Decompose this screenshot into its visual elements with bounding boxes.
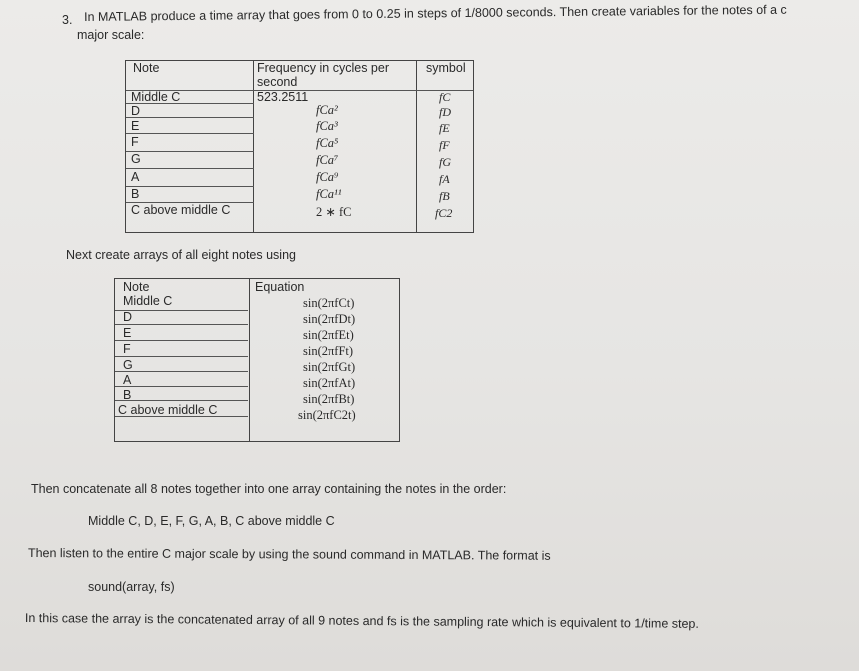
t2-note-3: F [123,342,131,356]
t2-eq-3: sin(2πfFt) [303,344,354,358]
t1-symbol-6: fB [439,189,450,203]
t1-symbol-7: fC2 [435,206,453,220]
t1-freq-6: fCa¹¹ [316,187,342,201]
concat-instruction: Then concatenate all 8 notes together into one array containing the notes in the order: [31,482,507,496]
note-order: Middle C, D, E, F, G, A, B, C above middle C [88,514,335,528]
t1-freq-4: fCa⁷ [316,153,339,167]
t1-note-6: B [131,187,140,201]
t1-symbol-1: fD [439,105,451,119]
t1-symbol-4: fG [439,155,451,169]
frequency-table [125,60,474,233]
listen-instruction: Then listen to the entire C major scale by using the sound command in MATLAB. The format is [27,546,551,563]
t1-header-note: Note [133,61,160,75]
t1-note-1: D [131,104,141,118]
t2-header-equation: Equation [255,280,305,294]
t2-note-1: D [123,310,133,324]
t2-eq-5: sin(2πfAt) [303,376,356,390]
t1-note-0: Middle C [131,90,181,104]
problem-number: 3. [62,13,73,27]
t1-symbol-3: fF [439,138,450,152]
t2-eq-4: sin(2πfGt) [303,360,356,374]
next-instruction: Next create arrays of all eight notes using [66,248,296,262]
t2-eq-7: sin(2πfC2t) [298,408,356,422]
t1-freq-0: 523.2511 [257,90,309,104]
t1-note-7: C above middle C [131,203,231,217]
t1-symbol-2: fE [439,121,450,135]
t2-note-4: G [123,358,133,372]
t1-header-freq-1: Frequency in cycles per [257,61,390,75]
sound-format: sound(array, fs) [88,580,175,594]
t1-freq-5: fCa⁹ [316,170,339,184]
problem-line-2: major scale: [77,28,145,42]
t2-header-note: Note [123,280,150,294]
t2-note-0: Middle C [123,294,173,308]
t2-note-7: C above middle C [118,403,218,417]
t2-note-2: E [123,326,132,340]
t1-freq-2: fCa³ [316,119,338,133]
t2-eq-0: sin(2πfCt) [303,296,355,310]
problem-line-1: In MATLAB produce a time array that goes from 0 to 0.25 in steps of 1/8000 seconds. Then create variables for the notes of a c [84,2,787,24]
t1-freq-3: fCa⁵ [316,136,339,150]
t2-eq-6: sin(2πfBt) [303,392,355,406]
t1-header-symbol: symbol [426,61,466,75]
t1-symbol-0: fC [439,90,451,104]
t1-freq-7: 2 ∗ fC [316,205,352,219]
t1-note-4: G [131,152,141,166]
t1-header-freq-2: second [257,75,298,89]
final-instruction: In this case the array is the concatenated array of all 9 notes and fs is the sampling rate which is equivalent to 1/time step. [24,611,699,631]
equation-table [114,278,400,442]
t1-note-5: A [131,170,140,184]
t1-note-2: E [131,119,140,133]
t1-freq-1: fCa² [316,103,338,117]
t2-eq-2: sin(2πfEt) [303,328,354,342]
t2-note-6: B [123,388,132,402]
t1-symbol-5: fA [439,172,450,186]
t1-note-3: F [131,135,139,149]
t2-note-5: A [123,373,132,387]
t2-eq-1: sin(2πfDt) [303,312,356,326]
